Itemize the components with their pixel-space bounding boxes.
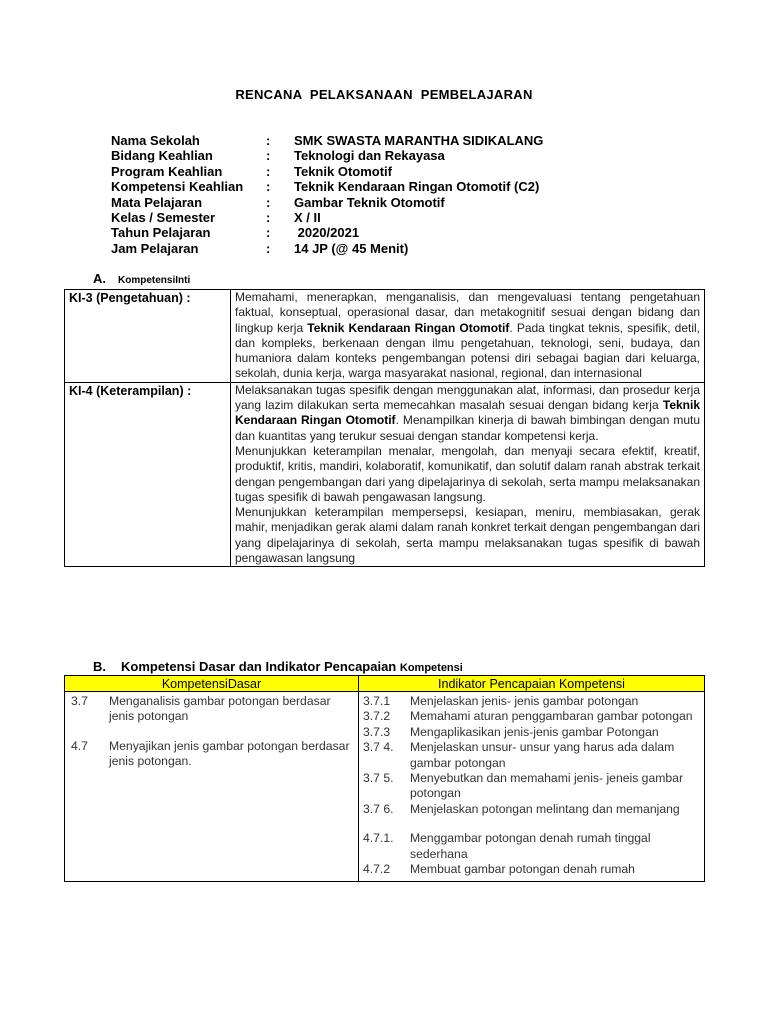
list-item — [359, 771, 704, 802]
ipk-text: Mengaplikasikan jenis-jenis gambar Potongan — [410, 724, 659, 739]
ki4-label: KI-4 (Keterampilan) : — [65, 382, 231, 567]
kd-number: 3.7 — [71, 694, 88, 708]
document-title: RENCANA PELAKSANAAN PEMBELAJARAN — [235, 87, 533, 102]
identity-colon: : — [266, 194, 271, 210]
identity-colon: : — [266, 209, 271, 225]
ki4-paragraph-3: Menunjukkan keterampilan mempersepsi, kesiapan, meniru, membiasakan, gerak mahir, menjadikan gerak alami dalam ranah konkret terkait dengan pengembangan dari yang dipelajarinya di sekolah, serta mampu melaksanakan tugas spesifik di bawah pengawasan langsung — [235, 505, 700, 566]
identity-colon: : — [266, 133, 271, 148]
ipk-text: Membuat gambar potongan denah rumah — [410, 862, 635, 877]
kd-number: 4.7 — [71, 738, 88, 753]
ipk-text: Menjelaskan unsur- unsur yang harus ada dalam gambar potongan — [410, 740, 675, 770]
table-row — [65, 290, 705, 383]
ki3-description — [231, 290, 705, 383]
ipk-text: Menggambar potongan denah rumah tinggal sederhana — [410, 831, 651, 861]
kd-cell — [65, 692, 359, 882]
identity-label: Program Keahlian — [111, 163, 223, 179]
table-header-row — [65, 676, 705, 692]
emphasis-text: Teknik Kendaraan Ringan Otomotif — [235, 398, 700, 428]
identity-value: X / II — [294, 209, 321, 225]
kd-text: Menganalisis gambar potongan berdasar jenis potongan — [109, 694, 331, 724]
identity-colon: : — [266, 163, 271, 179]
ipk-number: 3.7 6. — [363, 801, 394, 816]
identity-value: Gambar Teknik Otomotif — [294, 194, 445, 210]
ki3-paragraph — [235, 290, 700, 382]
ki4-paragraph-2: Menunjukkan keterampilan menalar, mengolah, dan menyaji secara efektif, kreatif, produktif, kritis, mandiri, kolaboratif, komunikatif, dan solutif dalam ranah abstrak terkait dengan pengembangan dari yang dipelajarinya di sekolah, serta mampu melaksanakan tugas spesifik di bawah pengawasan langsung. — [235, 443, 700, 504]
ipk-text: Memahami aturan penggambaran gambar potongan — [410, 709, 693, 724]
kd-text: Menyajikan jenis gambar potongan berdasar jenis potongan. — [109, 738, 350, 769]
ki4-paragraph-1 — [235, 383, 700, 444]
ipk-text: Menjelaskan jenis- jenis gambar potongan — [410, 694, 639, 708]
ki3-label: KI-3 (Pengetahuan) : — [65, 290, 231, 383]
core-competency-table — [64, 289, 705, 567]
column-header-ipk: Indikator Pencapaian Kompetensi — [359, 676, 705, 692]
text-span: Melaksanakan tugas spesifik dengan menggunakan alat, informasi, dan prosedur kerja yang lazim dilakukan serta memecahkan masalah sesuai dengan bidang kerja — [235, 382, 700, 413]
section-title: Kompetensi Dasar dan Indikator Pencapaian — [121, 659, 397, 674]
list-item — [359, 862, 704, 877]
list-item — [359, 694, 704, 709]
section-letter: A. — [93, 271, 106, 286]
ipk-number: 3.7.1 — [363, 694, 391, 708]
ipk-text: Menyebutkan dan memahami jenis- jeneis gambar potongan — [410, 771, 684, 801]
table-row — [65, 382, 705, 567]
table-row — [65, 692, 705, 882]
basic-competency-table — [64, 675, 705, 882]
identity-label: Jam Pelajaran — [111, 240, 199, 256]
list-item — [359, 740, 704, 771]
section-a-heading — [93, 271, 190, 286]
section-b-heading — [93, 659, 463, 674]
text-span: Memahami, menerapkan, menganalisis, dan mengevaluasi tentang pengetahuan faktual, konseptual, operasional dasar, dan metakognitif sesuai dengan bidang dan lingkup kerja — [235, 290, 700, 335]
text-span: . Pada tingkat teknis, spesifik, detil, dan kompleks, berkenaan dengan ilmu pengetahuan, teknologi, seni, budaya, dan humaniora dalam konteks pengembangan potensi diri sebagai bagian dari keluarga, sekolah, dunia kerja, warga masyarakat nasional, regional, dan internasional — [235, 320, 700, 381]
identity-value: 14 JP (@ 45 Menit) — [294, 240, 409, 256]
ipk-text: Menjelaskan potongan melintang dan memanjang — [410, 801, 680, 816]
column-header-kd: KompetensiDasar — [65, 676, 359, 692]
emphasis-text: Teknik Kendaraan Ringan Otomotif — [307, 320, 510, 335]
identity-value: SMK SWASTA MARANTHA SIDIKALANG — [294, 133, 544, 148]
list-item — [65, 739, 358, 770]
identity-label: Nama Sekolah — [111, 133, 200, 148]
identity-value: Teknologi dan Rekayasa — [294, 148, 445, 164]
section-title: KompetensiInti — [118, 275, 191, 286]
list-item — [359, 802, 704, 817]
list-item — [65, 694, 358, 725]
ipk-number: 3.7 4. — [363, 740, 394, 755]
identity-label: Bidang Keahlian — [111, 148, 213, 164]
ipk-number: 4.7.1. — [363, 831, 394, 846]
identity-label: Tahun Pelajaran — [111, 225, 211, 241]
ipk-number: 4.7.2 — [363, 862, 391, 877]
identity-label: Kompetensi Keahlian — [111, 179, 244, 195]
ipk-number: 3.7 5. — [363, 771, 394, 786]
identity-colon: : — [266, 179, 271, 195]
section-title-suffix: Kompetensi — [399, 662, 463, 674]
section-letter: B. — [93, 659, 106, 674]
list-item — [359, 831, 704, 862]
list-item — [359, 709, 704, 724]
list-item — [359, 725, 704, 740]
identity-colon: : — [266, 148, 271, 164]
identity-value: Teknik Otomotif — [294, 163, 392, 179]
identity-value: Teknik Kendaraan Ringan Otomotif (C2) — [294, 179, 540, 195]
identity-colon: : — [266, 240, 271, 256]
ipk-number: 3.7.2 — [363, 709, 391, 724]
ki4-description — [231, 382, 705, 567]
identity-label: Mata Pelajaran — [111, 194, 203, 210]
text-span: . Menampilkan kinerja di bawah bimbingan dengan mutu dan kuantitas yang terukur sesuai dengan standar kompetensi kerja. — [235, 413, 700, 443]
ipk-number: 3.7.3 — [363, 724, 391, 739]
identity-label: Kelas / Semester — [111, 209, 216, 225]
identity-value: 2020/2021 — [294, 225, 360, 241]
ipk-cell — [359, 692, 705, 882]
identity-colon: : — [266, 225, 271, 241]
